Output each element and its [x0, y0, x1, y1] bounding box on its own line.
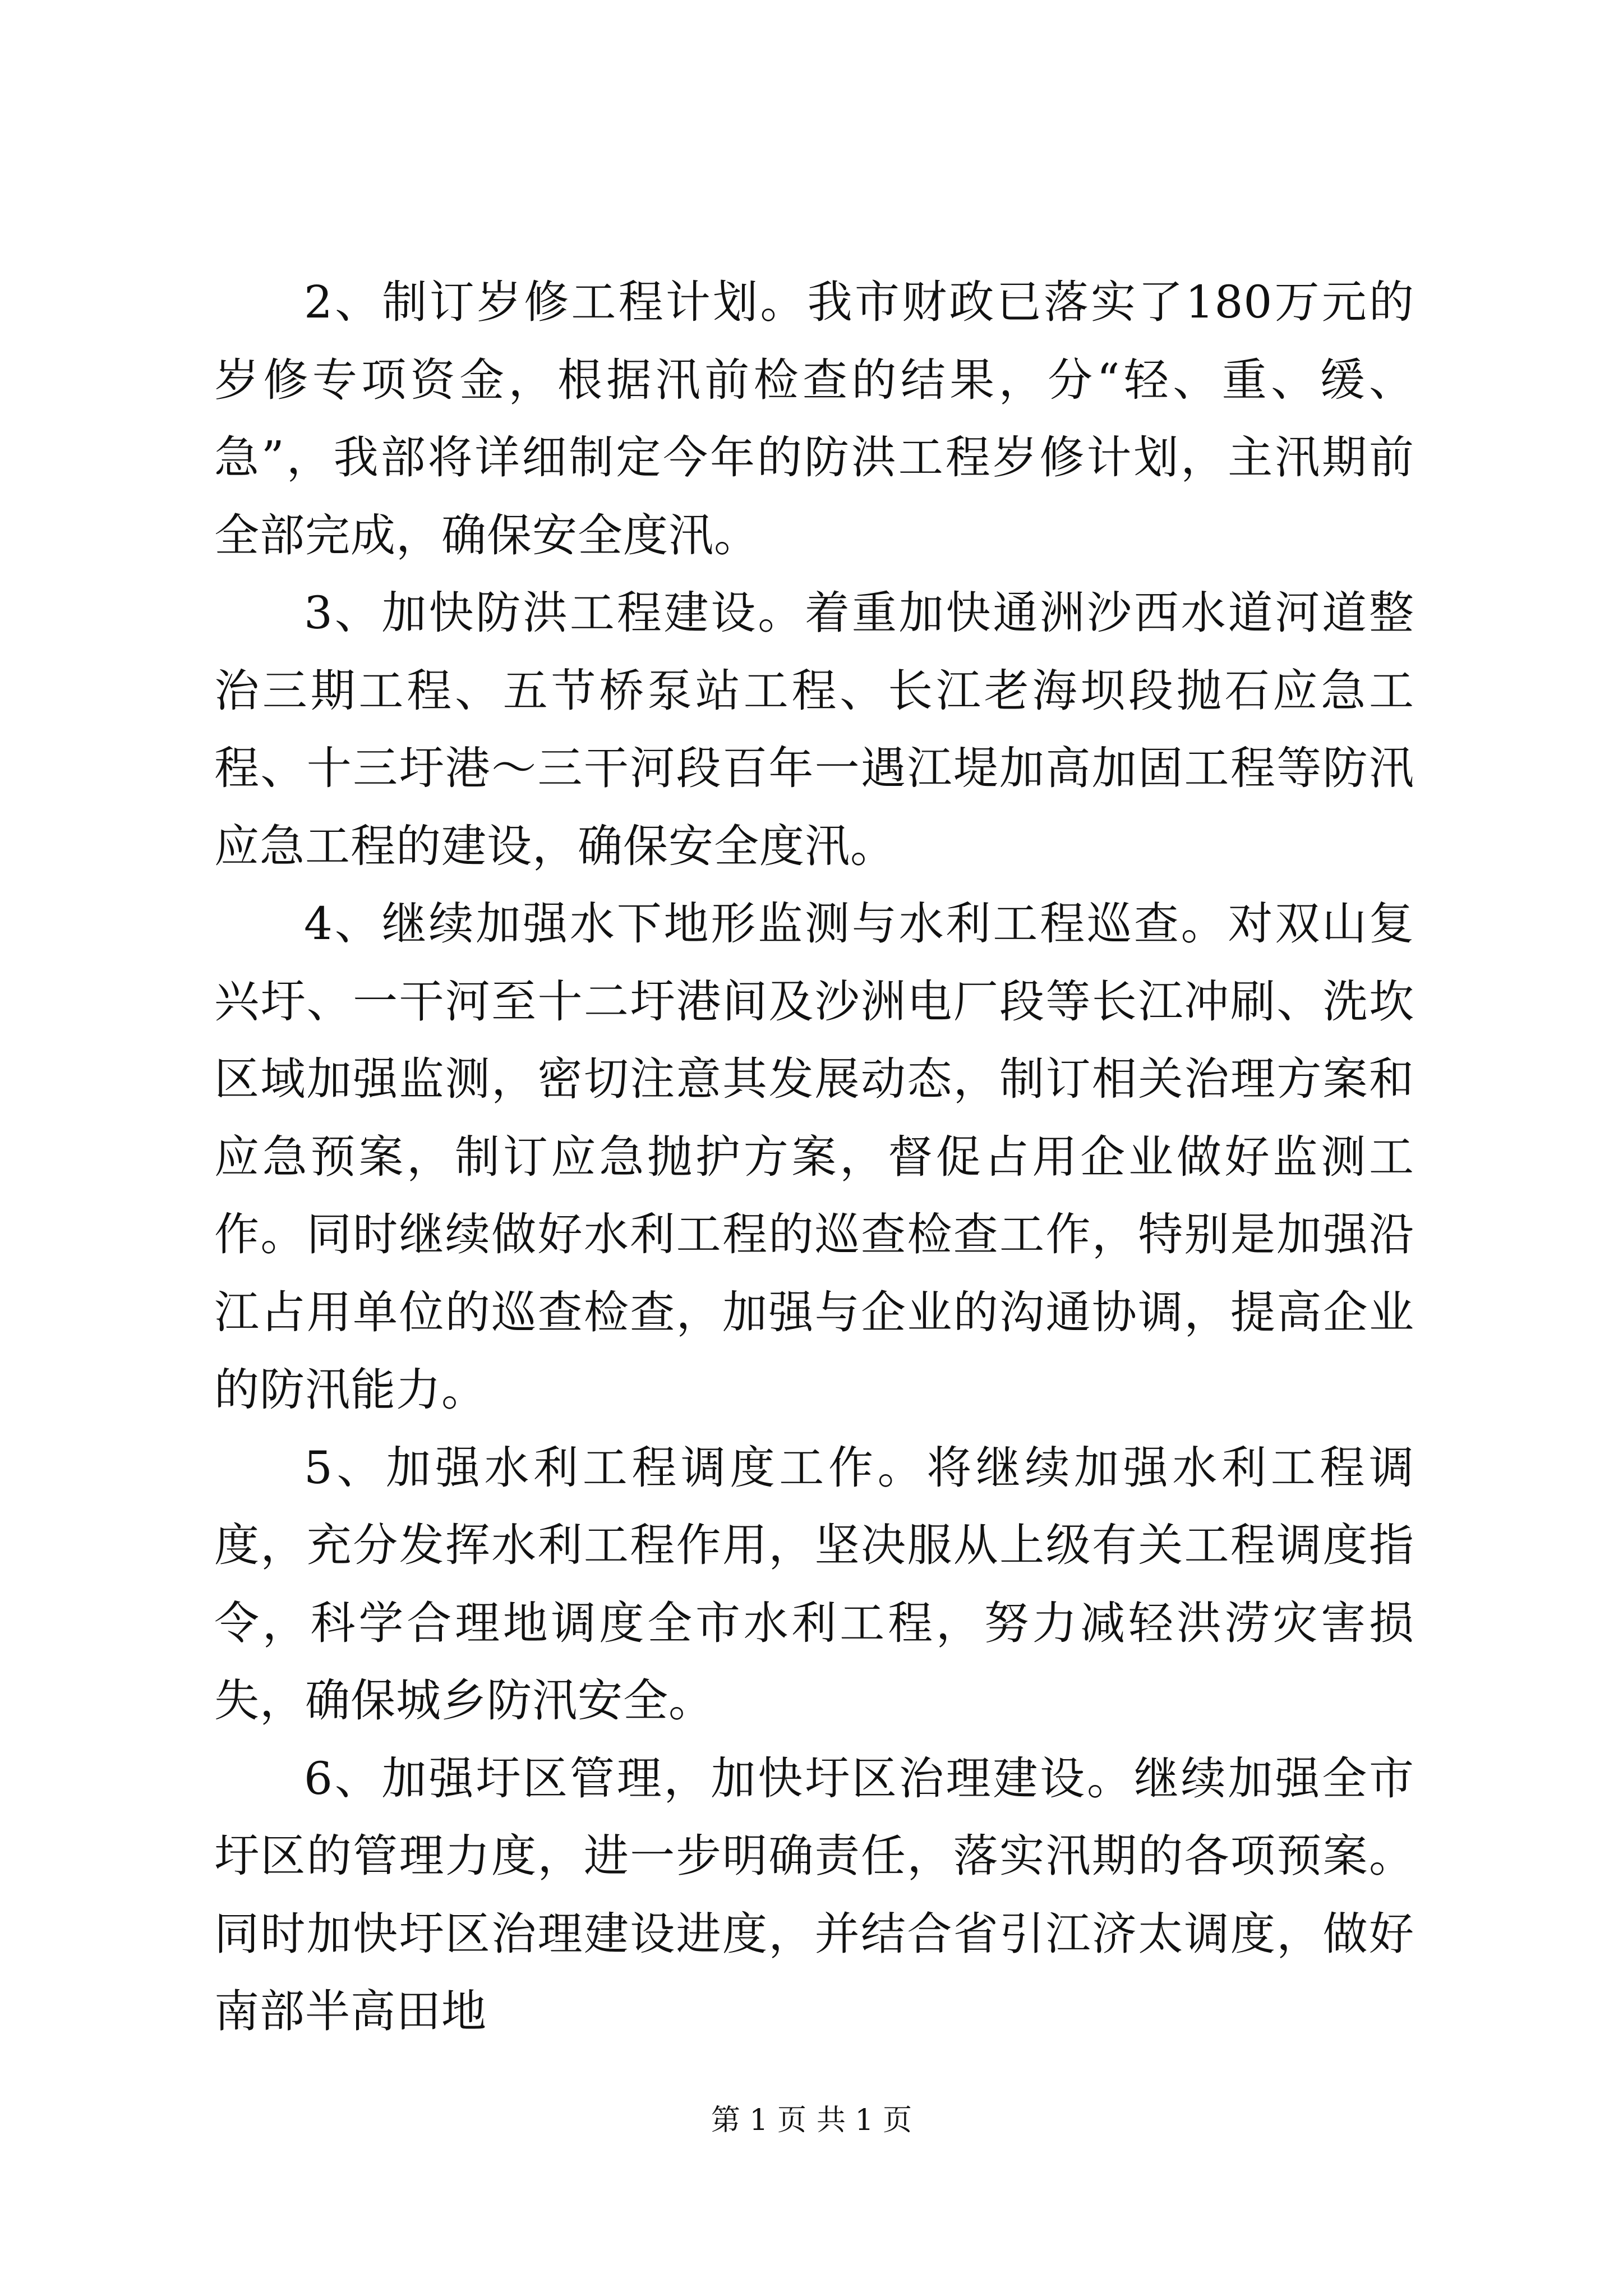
paragraph-item-3: 3、加快防洪工程建设。着重加快通洲沙西水道河道整治三期工程、五节桥泵站工程、长江老海坝段抛石应急工程、十三圩港～三干河段百年一遇江堤加高加固工程等防汛应急工程的建设，确保安全度汛。	[214, 587, 1414, 872]
paragraph-item-5: 5、加强水利工程调度工作。将继续加强水利工程调度，充分发挥水利工程作用，坚决服从上级有关工程调度指令，科学合理地调度全市水利工程，努力减轻洪涝灾害损失，确保城乡防汛安全。	[214, 1441, 1414, 1727]
paragraph-item-6: 6、加强圩区管理，加快圩区治理建设。继续加强全市圩区的管理力度，进一步明确责任，落实汛期的各项预案。同时加快圩区治理建设进度，并结合省引江济太调度，做好南部半高田地	[214, 1752, 1414, 2037]
paragraph-item-4: 4、继续加强水下地形监测与水利工程巡查。对双山复兴圩、一干河至十二圩港间及沙洲电厂段等长江冲刷、洗坎区域加强监测，密切注意其发展动态，制订相关治理方案和应急预案，制订应急抛护方案，督促占用企业做好监测工作。同时继续做好水利工程的巡查检查工作，特别是加强沿江占用单位的巡查检查，加强与企业的沟通协调，提高企业的防汛能力。	[214, 898, 1414, 1416]
paragraph-item-2: 2、制订岁修工程计划。我市财政已落实了180万元的岁修专项资金，根据汛前检查的结果，分“轻、重、缓、急”，我部将详细制定今年的防洪工程岁修计划，主汛期前全部完成，确保安全度汛。	[214, 276, 1414, 562]
page-number: 第 1 页	[711, 2104, 806, 2137]
page-footer	[0, 2101, 1623, 2140]
page-total: 共 1 页	[817, 2104, 912, 2137]
document-body	[214, 264, 1414, 2051]
